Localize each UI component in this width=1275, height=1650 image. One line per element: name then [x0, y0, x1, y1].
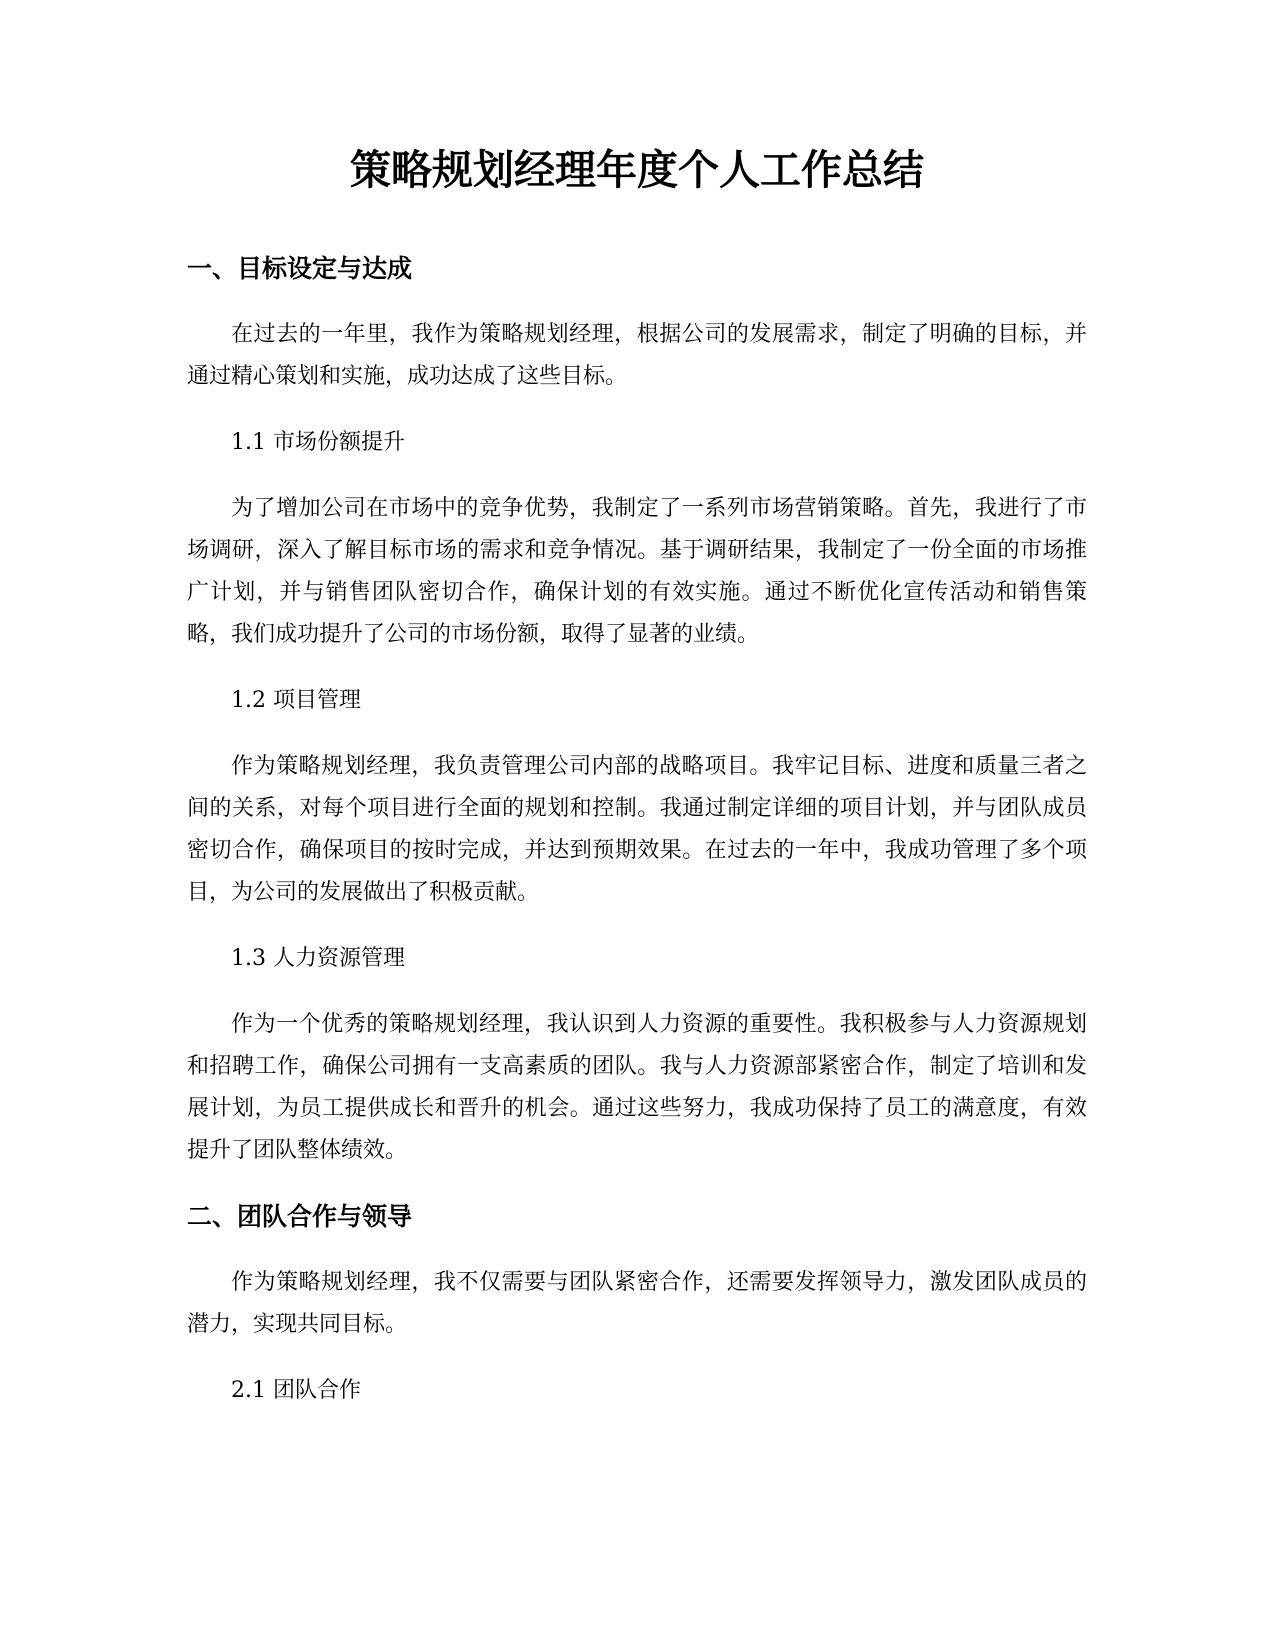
section-1-intro: 在过去的一年里，我作为策略规划经理，根据公司的发展需求，制定了明确的目标，并通过精心策划和实施，成功达成了这些目标。 — [187, 322, 1087, 389]
subsection-1-3-text: 作为一个优秀的策略规划经理，我认识到人力资源的重要性。我积极参与人力资源规划和招聘工作，确保公司拥有一支高素质的团队。我与人力资源部紧密合作，制定了培训和发展计划，为员工提供成长和晋升的机会。通过这些努力，我成功保持了员工的满意度，有效提升了团队整体绩效。 — [187, 1012, 1087, 1163]
section-2-intro: 作为策略规划经理，我不仅需要与团队紧密合作，还需要发挥领导力，激发团队成员的潜力，实现共同目标。 — [187, 1270, 1087, 1337]
section-heading-1: 一、目标设定与达成 — [187, 254, 413, 283]
document-body — [187, 140, 1087, 1436]
subsection-heading-1-1: 1.1 市场份额提升 — [231, 430, 405, 455]
subsection-1-2-text: 作为策略规划经理，我负责管理公司内部的战略项目。我牢记目标、进度和质量三者之间的关系，对每个项目进行全面的规划和控制。我通过制定详细的项目计划，并与团队成员密切合作，确保项目的按时完成，并达到预期效果。在过去的一年中，我成功管理了多个项目，为公司的发展做出了积极贡献。 — [187, 754, 1087, 905]
subsection-heading-2-1: 2.1 团队合作 — [231, 1378, 361, 1403]
document-title: 策略规划经理年度个人工作总结 — [350, 146, 924, 194]
subsection-1-1-text: 为了增加公司在市场中的竞争优势，我制定了一系列市场营销策略。首先，我进行了市场调研，深入了解目标市场的需求和竞争情况。基于调研结果，我制定了一份全面的市场推广计划，并与销售团队密切合作，确保计划的有效实施。通过不断优化宣传活动和销售策略，我们成功提升了公司的市场份额，取得了显著的业绩。 — [187, 496, 1087, 647]
section-heading-2: 二、团队合作与领导 — [187, 1202, 413, 1231]
subsection-heading-1-2: 1.2 项目管理 — [231, 688, 361, 713]
subsection-heading-1-3: 1.3 人力资源管理 — [231, 946, 405, 971]
